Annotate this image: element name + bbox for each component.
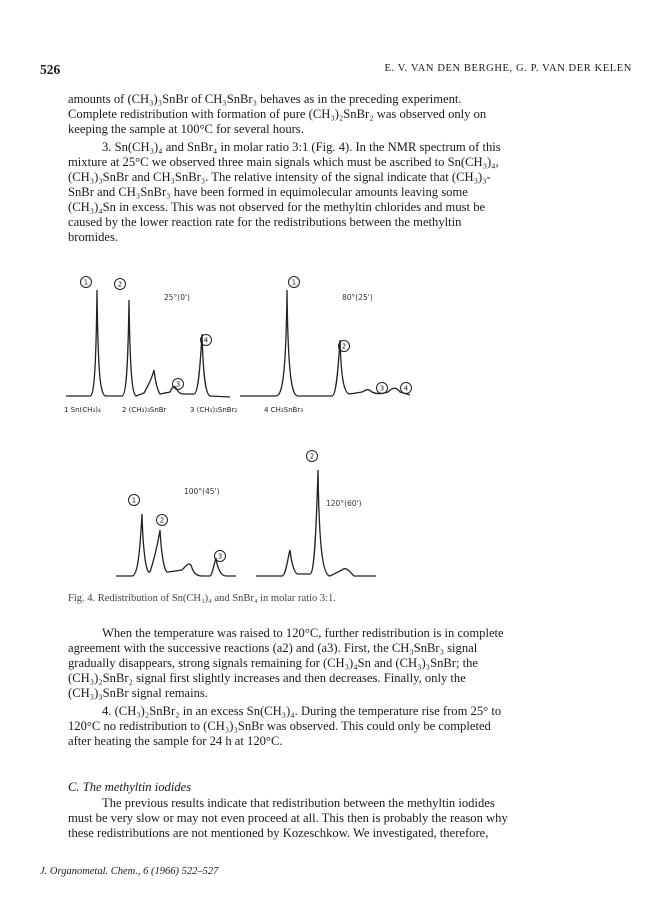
paragraph-redistribution <box>68 626 600 701</box>
text-line: bromides. <box>68 230 119 244</box>
legend-item: 2 (CH₃)₃SnBr <box>122 406 167 414</box>
legend-item: 1 Sn(CH₃)₄ <box>64 406 101 414</box>
spectrum-label-1: 25°(0') <box>164 293 190 302</box>
text-line: must be very slow or may not even proceed at all. This then is probably the reason why <box>68 811 508 825</box>
text-line: 3. Sn(CH₃)₄ and SnBr₄ in molar ratio 3:1 (Fig. 4). In the NMR spectrum of this <box>102 140 501 154</box>
text-line: SnBr and CH₃SnBr₃ have been formed in equimolecular amounts leaving some <box>68 185 468 199</box>
legend-item: 3 (CH₃)₂SnBr₂ <box>190 406 238 414</box>
text-line: (CH₃)₃SnBr signal remains. <box>68 686 208 700</box>
peak-marker-label: 1 <box>131 496 137 505</box>
peak-marker-label: 2 <box>309 452 315 461</box>
text-line: 4. (CH₃)₂SnBr₂ in an excess Sn(CH₃)₄. During the temperature rise from 25° to <box>102 704 502 718</box>
page-number: 526 <box>40 62 61 77</box>
legend-item: 4 CH₃SnBr₃ <box>264 406 304 414</box>
text-line: When the temperature was raised to 120°C, further redistribution is in complete <box>102 626 504 640</box>
peak-marker-label: 3 <box>175 380 181 389</box>
spectrum-trace-3 <box>116 514 236 576</box>
text-line: keeping the sample at 100°C for several hours. <box>68 122 304 136</box>
nmr-spectra-svg <box>60 260 620 590</box>
peak-marker-label: 1 <box>83 278 89 287</box>
page-header <box>40 62 632 80</box>
peak-marker-label: 4 <box>203 336 209 345</box>
text-line: these redistributions are not mentioned by Kozeschkow. We investigated, therefore, <box>68 826 489 840</box>
peak-marker-label: 3 <box>379 384 385 393</box>
text-line: amounts of (CH₃)₃SnBr of CH₃SnBr₃ behaves as in the preceding experiment. <box>68 92 462 106</box>
peak-marker-label: 3 <box>217 552 223 561</box>
text-line: (CH₃)₂SnBr₂ signal first slightly increases and then decreases. Finally, only the <box>68 671 466 685</box>
running-title: E. V. VAN DEN BERGHE, G. P. VAN DER KELEN <box>384 63 632 74</box>
text-line: gradually disappears, strong signals remaining for (CH₃)₄Sn and (CH₃)₃SnBr; the <box>68 656 478 670</box>
figure-caption: Fig. 4. Redistribution of Sn(CH₃)₄ and SnBr₄ in molar ratio 3:1. <box>68 593 336 604</box>
paragraph-iodides <box>68 796 600 841</box>
text-line: after heating the sample for 24 h at 120°C. <box>68 734 283 748</box>
spectrum-label-2: 80°(25') <box>342 293 373 302</box>
paragraph-continuation <box>68 92 600 137</box>
peak-marker-label: 4 <box>403 384 409 393</box>
text-line: agreement with the successive reactions (a2) and (a3). First, the CH₃SnBr₃ signal <box>68 641 478 655</box>
paragraph-experiment-3 <box>68 140 600 245</box>
spectrum-trace-2 <box>240 290 410 396</box>
text-line: caused by the lower reaction rate for the redistributions between the methyltin <box>68 215 462 229</box>
spectrum-label-4: 120°(60') <box>326 499 362 508</box>
nmr-spectra-figure <box>60 260 620 590</box>
spectrum-label-3: 100°(45') <box>184 487 220 496</box>
text-line: 120°C no redistribution to (CH₃)₃SnBr was observed. This could only be completed <box>68 719 491 733</box>
journal-citation: J. Organometal. Chem., 6 (1966) 522–527 <box>40 866 219 877</box>
text-line: mixture at 25°C we observed three main signals which must be ascribed to Sn(CH₃)₄, <box>68 155 499 169</box>
peak-marker-label: 2 <box>341 342 347 351</box>
peak-marker-label: 1 <box>291 278 297 287</box>
paragraph-experiment-4 <box>68 704 600 749</box>
text-line: (CH₃)₄Sn in excess. This was not observed for the methyltin chlorides and must be <box>68 200 486 214</box>
spectrum-trace-4 <box>256 470 376 576</box>
section-heading: C. The methyltin iodides <box>68 780 192 794</box>
peak-marker-label: 2 <box>117 280 123 289</box>
text-line: Complete redistribution with formation of pure (CH₃)₂SnBr₂ was observed only on <box>68 107 487 121</box>
text-line: The previous results indicate that redistribution between the methyltin iodides <box>102 796 495 810</box>
text-line: (CH₃)₃SnBr and CH₃SnBr₃. The relative intensity of the signal indicate that (CH₃)₃- <box>68 170 491 184</box>
peak-marker-label: 2 <box>159 516 165 525</box>
